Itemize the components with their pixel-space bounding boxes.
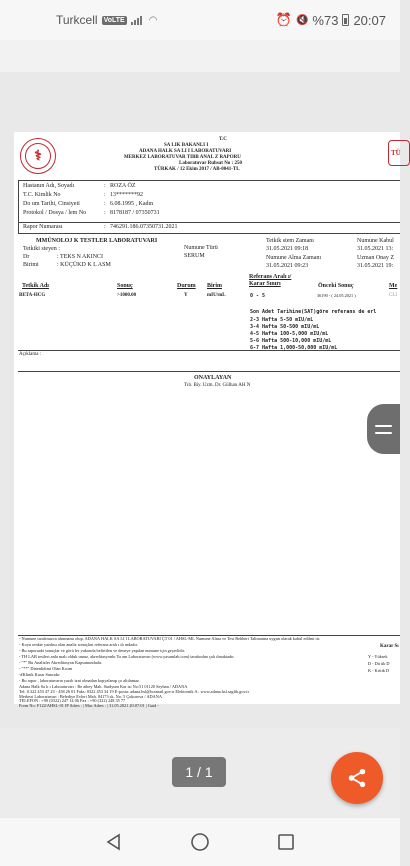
share-icon [346,767,368,789]
sample-taken-label: Numune Alma Zamanı [266,255,321,261]
sample-type-label: Numune Türü [184,245,218,251]
ref-note-5: 6-7 Hafta 1,000-50,000 mIU/mL [250,345,338,351]
footer-line-9: Tel: 0.322 453 47 23 - 458 26 01 Faks: 0322 453 34 19 E-posta: adana.hsl@hotmail.gov.tr Elektronik A : www.adana.hsl.saglik.gov.tr [19,689,250,694]
header-line-3: ADANA HALK SA LI I LABORATUVARI [139,149,232,154]
prev-header: Önceki Sonuç [318,283,354,289]
test-status: Y [184,293,188,298]
ref-note-0: Son Adet Tarihine(SAT)göre referans de erl [250,309,377,315]
home-icon[interactable] [190,832,210,852]
status-bar [0,0,400,40]
decision-high: Y - Yüksek [368,654,388,659]
footer-line-10: Merkezi Laboratuvarı : Belediye Evleri Mah. 84173 sk. No: 5 Çukurova / ADANA [19,694,162,699]
test-header: Tetkik Adı [22,283,49,289]
decision-low: D - Dü ük D [368,661,390,666]
document-page[interactable]: ⚕ TÜ T.C SA LIK BAKANLI I ADANA HALK SA LI I LABORATUVARI MERKEZ LABORATUVAR TIBB ANAL Z RAPORU Laboratuvar Ruhsat No : 250 TÜRKAK / 12 Ekim 2017 / AB-0041-TL Hastanın Adı, Soyadı : ROZA ÖZ T.C. Kimlik No : 13*******92 Do um Tarihi, Cinsiyeti : 6.08.1995 , Kadın Protokol / Dosya / lem No : 8178187 / 07350731 Rapor Numarası : 746291.186.07350731.2021 MMÜNOLOJ K TESTLER LABORATUVARI Tetkiki steyen : Dr : TEKS N AKINCI Birimi : KÜÇÜKD K L ASM Numune Türü SERUM Tetkik stem Zamanı 31.05.2021 09:18 Numune Alma Zamanı 31.05.2021 09:23 Numune Kabul 31.05.2021 13: Uzman Onay Z 31.05.2021 19: Referans Aralı ı/ Karar Sınırı Tetkik Adı Sonuç Durum Birim Önceki Sonuç Me BETA-HCG >1000.00 Y mIU/mL 0 - 5 36190 - ( 24.05.2021 ) CLI Son Adet Tarihine(SAT)göre referans de erl 2-3 Hafta 5-50 mIU/mL 3-4 Hafta 50-500 mIU/mL 4-5 Hafta 100-5,000 mIU/mL 5-6 Hafta 500-10,000 mIU/mL 6-7 Hafta 1,000-50,000 mIU/mL Açıklama : ONAYLAYAN Tıb. Biy. Uzm. Dr. Gülhan AH N - Numune tarafımızca alınmamı olup, ADANA HALK SA LI I LABORATUVARI ÇT 01 / AHSL-ML Numune Alma ve Test Rehberi Talimatına uygun olarak kabul edilmi tir. - Koyu renkte yazılmı olan analiz sonuçları referans aralı ı dı ındadır. - Bu raporuaki sonuçlar ve görü ler yukarıda belirtilen ve deneye yapılan numune için geçerlidir. - TH LAB testleri anla malı olduk umuz, akreditasyonlu Ya am Laboratuvarı (www.yasamlab.com) tarafından çalı ılmaktadır. - "*" Bu Analizler Akreditasyon Kapsamındadır. - "**" Dinenlidimi Olan Kısım -#Klinik Karar Sınırıdır - Bu rapor , laboratuvarın yazılı izni olmadan kopyalanıp ço altılamaz. Adana Halk Sa lı ı Laboratuvarı : Re atbey Mah. Stadyum Kar ısı No:51 01120 Seyhan / ADANA Tel: 0.322 453 47 23 - 458 26 01 Faks: 0322 453 34 19 E-posta: adana.hsl@hotmail.gov.tr Elektronik A : www.adana.hsl.saglik.gov.tr Merkezi Laboratuvarı : Belediye Evleri Mah. 84173 sk. No: 5 Çukurova / ADANA TELEFON : +90 (0322) 247 14 06 Fax : +90 (322) 248 35 77 Form No: F122/AHSL-01 IP Adres : | Mac Adres : | 31.05.2021 20:07:01 | Guid - Karar Sı Y - Yüksek D - Dü ük D K - Kritik D [14,132,400,704]
test-method: CLI [389,293,398,298]
dob-gender: 6.08.1995 , Kadın [110,201,154,207]
result-header: Sonuç [117,283,133,289]
footer-line-4: - "*" Bu Analizler Akreditasyon Kapsamındadır. [19,660,103,665]
approver-title: ONAYLAYAN [194,375,232,381]
unit-label: Birimi [23,262,39,268]
ref-note-2: 3-4 Hafta 50-500 mIU/mL [250,324,320,330]
request-time-label: Tetkik stem Zamanı [266,238,314,244]
accept-label: Numune Kabul [357,238,394,244]
test-unit: mIU/mL [207,293,226,298]
status-header: Durum [177,283,196,289]
battery-level: %73 [312,12,339,28]
scroll-handle[interactable] [367,404,400,454]
patient-name: ROZA ÖZ [110,183,136,189]
test-ref-range: 0 - 5 [250,293,266,299]
status-right [276,12,386,28]
alarm-icon: ⏰ [275,12,292,27]
approve-time: 31.05.2021 19: [357,263,394,269]
footer-line-11: TELEFON : +90 (0322) 247 14 06 Fax : +90 (322) 248 35 77 [19,698,126,703]
page-indicator: 1 / 1 [172,757,226,787]
doctor-label: Dr [23,254,30,260]
turkak-logo: TÜ [388,140,410,166]
accept-time: 31.05.2021 13: [357,246,394,252]
prev-result: 36190 - ( 24.05.2021 ) [317,293,356,298]
navigation-bar [0,818,400,866]
header-line-4: MERKEZ LABORATUVAR TIBB ANAL Z RAPORU [124,155,241,160]
patient-name-label: Hastanın Adı, Soyadı [23,183,75,189]
protocol-number: 8178187 / 07350731 [110,210,160,216]
footer-line-3: - TH LAB testleri anla malı olduk umuz, akreditasyonlu Ya am Laboratuvarı (www.yasamlab.com) tarafından çalı ılmaktadır. [19,654,235,659]
report-number: 746291.186.07350731.2021 [110,224,178,230]
footer-line-0: - Numune tarafımızca alınmamı olup, ADANA HALK SA LI I LABORATUVARI ÇT 01 / AHSL-ML Numune Alma ve Test Rehberi Talimatına uygun olarak kabul edilmi tir. [19,636,321,641]
header-line-2: SA LIK BAKANLI I [164,143,209,148]
sample-type: SERUM [184,253,205,259]
requester-label: Tetkiki steyen : [23,246,60,252]
unit-name: : KÜÇÜKD K L ASM [57,262,111,268]
header-line-6: TÜRKAK / 12 Ekim 2017 / AB-0041-TL [154,167,240,172]
footer-line-1: - Koyu renkte yazılmı olan analiz sonuçları referans aralı ı dı ındadır. [19,642,138,647]
footer-line-5: - "**" Dinenlidimi Olan Kısım [19,666,73,671]
header-line-1: T.C [219,137,227,142]
signal-icon [131,16,145,25]
test-result: >1000.00 [117,293,137,298]
unit-header: Birim [207,283,222,289]
header-line-5: Laboratuvar Ruhsat No : 250 [179,161,242,166]
doctor-name: : TEKS N AKINCI [57,254,104,260]
tc-label: T.C. Kimlik No [23,192,61,198]
footer-line-8: Adana Halk Sa lı ı Laboratuvarı : Re atbey Mah. Stadyum Kar ısı No:51 01120 Seyhan / ADANA [19,684,188,689]
report-label: Rapor Numarası [23,224,63,230]
test-name: BETA-HCG [19,293,46,298]
battery-icon [342,14,349,26]
share-button[interactable] [331,752,383,804]
dob-label: Do um Tarihi, Cinsiyeti [23,201,80,207]
footer-line-2: - Bu raporuaki sonuçlar ve görü ler yukarıda belirtilen ve deneye yapılan numune için geçerlidir. [19,648,185,653]
notes-label: Açıklama : [19,352,42,357]
ref-note-4: 5-6 Hafta 500-10,000 mIU/mL [250,338,332,344]
ref-header-1: Referans Aralı ı/ [249,274,292,280]
ref-note-1: 2-3 Hafta 5-50 mIU/mL [250,317,314,323]
decision-title: Karar Sı [380,644,399,649]
approve-label: Uzman Onay Z [357,255,394,261]
lab-title: MMÜNOLOJ K TESTLER LABORATUVARI [36,238,158,244]
viewer-toolbar [0,40,400,72]
volte-badge: VoLTE [103,16,125,24]
back-icon[interactable] [104,832,124,852]
recents-icon[interactable] [276,832,296,852]
method-header: Me [389,283,398,289]
ref-note-3: 4-5 Hafta 100-5,000 mIU/mL [250,331,329,337]
decision-critical: K - Kritik D [368,668,390,673]
protocol-label: Protokol / Dosya / lem No [23,210,87,216]
approver-name: Tıb. Biy. Uzm. Dr. Gülhan AH N [184,383,251,388]
sample-taken-time: 31.05.2021 09:23 [266,263,309,269]
mute-icon: 🔇 [295,14,309,26]
carrier-name: Turkcell [56,13,98,27]
ministry-logo: ⚕ [20,138,56,174]
footer-line-12: Form No: F122/AHSL-01 IP Adres : | Mac Adres : | 31.05.2021 20:07:01 | Guid - [19,703,159,708]
request-time: 31.05.2021 09:18 [266,246,309,252]
tc-number: 13*******92 [110,192,143,198]
ref-header-2: Karar Sınırı [249,281,281,287]
carrier-info [56,13,157,27]
wifi-icon: ◠ [148,14,158,26]
footer-line-7: - Bu rapor , laboratuvarın yazılı izni olmadan kopyalanıp ço altılamaz. [19,678,140,683]
footer-line-6: -#Klinik Karar Sınırıdır [19,672,60,677]
clock: 20:07 [353,12,386,28]
